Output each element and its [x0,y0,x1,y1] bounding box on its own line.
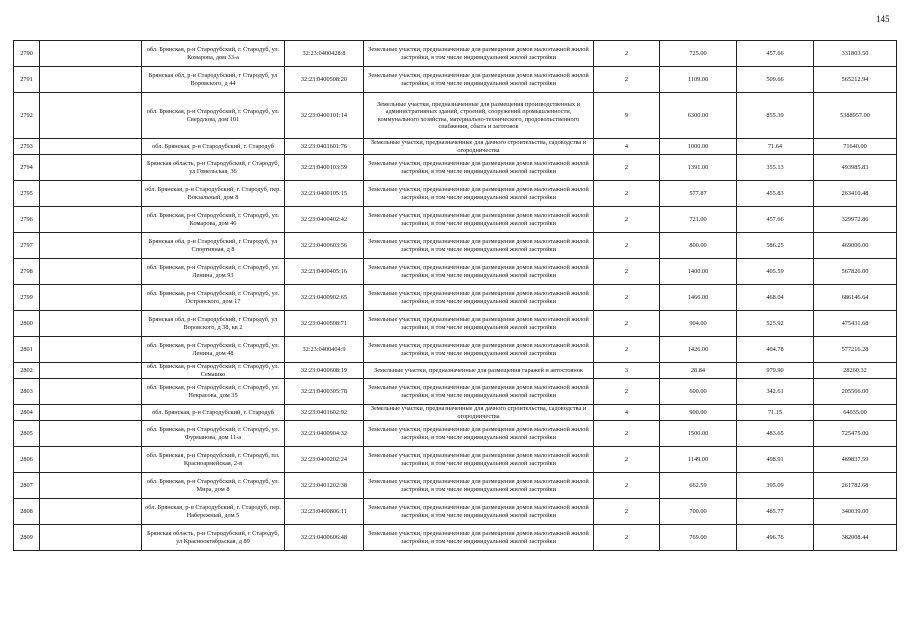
cadastral-value-cell: 475431.68 [814,311,897,337]
spacer-cell [40,259,142,285]
row-number-cell: 2806 [14,447,40,473]
land-use-cell: Земельные участки, предназначенные для размещения домов малоэтажной жилой застройки, в том числе индивидуальной жилой застройки [364,473,594,499]
spacer-cell [40,285,142,311]
land-use-cell: Земельные участки, предназначенные для размещения домов малоэтажной жилой застройки, в том числе индивидуальной жилой застройки [364,379,594,405]
area-cell: 1500.00 [660,421,737,447]
spacer-cell [40,447,142,473]
use-group-cell: 4 [594,139,660,155]
address-cell: обл. Брянская, р-н Стародубский, г. Стародуб, пер. Набережный, дом 5 [142,499,285,525]
cadastral-value-cell: 64035.00 [814,405,897,421]
spacer-cell [40,207,142,233]
specific-value-cell: 355.13 [737,155,814,181]
specific-value-cell: 455.83 [737,181,814,207]
address-cell: обл. Брянская, р-н Стародубский, г. Стародуб, ул. Ленина, дом 93 [142,259,285,285]
row-number-cell: 2790 [14,41,40,67]
area-cell: 1426.00 [660,337,737,363]
address-cell: Брянская область, р-н Стародубский, г Стародуб, ул Гомельская, 36 [142,155,285,181]
area-cell: 800.00 [660,233,737,259]
page-number: 145 [876,14,890,24]
address-cell: Брянская область, р-н Стародубский, г Стародуб, ул Краснооктябрьская, д 89 [142,525,285,551]
cadastral-value-cell: 725475.00 [814,421,897,447]
table-row [14,285,897,311]
cadastral-value-cell: 28260.32 [814,363,897,379]
cadastral-number-cell: 32:23:0400103:59 [285,155,364,181]
use-group-cell: 3 [594,363,660,379]
use-group-cell: 2 [594,155,660,181]
address-cell: обл. Брянская, р-н Стародубский, г. Стародуб, ул. Островского, дом 17 [142,285,285,311]
use-group-cell: 2 [594,379,660,405]
address-cell: обл. Брянская, р-н Стародубский, г. Стародуб [142,405,285,421]
land-use-cell: Земельные участки, предназначенные для размещения домов малоэтажной жилой застройки, в том числе индивидуальной жилой застройки [364,421,594,447]
row-number-cell: 2794 [14,155,40,181]
cadastral-number-cell: 32:23:0400105:15 [285,181,364,207]
table-body [14,41,897,551]
cadastral-value-cell: 263410.48 [814,181,897,207]
land-use-cell: Земельные участки, предназначенные для дачного строительства, садоводства и огородничества [364,139,594,155]
cadastral-value-cell: 329972.86 [814,207,897,233]
cadastral-number-cell: 32:23:0400428:8 [285,41,364,67]
land-use-cell: Земельные участки, предназначенные для размещения домов малоэтажной жилой застройки, в том числе индивидуальной жилой застройки [364,525,594,551]
specific-value-cell: 71.64 [737,139,814,155]
area-cell: 1466.00 [660,285,737,311]
use-group-cell: 2 [594,447,660,473]
land-use-cell: Земельные участки, предназначенные для размещения домов малоэтажной жилой застройки, в том числе индивидуальной жилой застройки [364,207,594,233]
spacer-cell [40,181,142,207]
cadastral-value-cell: 205566.00 [814,379,897,405]
row-number-cell: 2799 [14,285,40,311]
specific-value-cell: 485.77 [737,499,814,525]
address-cell: обл. Брянская, р-н Стародубский, г. Стародуб, ул. Мира, дом 8 [142,473,285,499]
spacer-cell [40,379,142,405]
spacer-cell [40,363,142,379]
address-cell: Брянская обл, р-н Стародубский, г Стародуб, ул Спортивная, д 8 [142,233,285,259]
specific-value-cell: 483.65 [737,421,814,447]
use-group-cell: 2 [594,67,660,93]
specific-value-cell: 404.78 [737,337,814,363]
address-cell: Брянская обл, р-н Стародубский, г Стародуб, ул Воровского, д 38, кв 2 [142,311,285,337]
row-number-cell: 2796 [14,207,40,233]
row-number-cell: 2797 [14,233,40,259]
specific-value-cell: 586.25 [737,233,814,259]
row-number-cell: 2809 [14,525,40,551]
spacer-cell [40,233,142,259]
use-group-cell: 2 [594,311,660,337]
row-number-cell: 2801 [14,337,40,363]
area-cell: 700.00 [660,499,737,525]
table-row [14,447,897,473]
cadastral-number-cell: 32:23:0401202:38 [285,473,364,499]
cadastral-number-cell: 32:23:0400405:16 [285,259,364,285]
use-group-cell: 2 [594,421,660,447]
land-use-cell: Земельные участки, предназначенные для размещения гаражей и автостоянок [364,363,594,379]
cadastral-value-cell: 340039.00 [814,499,897,525]
table-row [14,499,897,525]
use-group-cell: 2 [594,285,660,311]
specific-value-cell: 457.66 [737,41,814,67]
cadastral-value-cell: 469000.00 [814,233,897,259]
row-number-cell: 2798 [14,259,40,285]
address-cell: обл. Брянская, р-н Стародубский, г. Стародуб [142,139,285,155]
address-cell: обл. Брянская, р-н Стародубский, г. Стародуб, пл. Красноармейская, 2-в [142,447,285,473]
area-cell: 1149.00 [660,447,737,473]
use-group-cell: 2 [594,207,660,233]
use-group-cell: 2 [594,337,660,363]
row-number-cell: 2793 [14,139,40,155]
use-group-cell: 2 [594,233,660,259]
specific-value-cell: 979.90 [737,363,814,379]
cadastral-number-cell: 32:23:0400508:20 [285,67,364,93]
land-use-cell: Земельные участки, предназначенные для размещения домов малоэтажной жилой застройки, в том числе индивидуальной жилой застройки [364,155,594,181]
table-row [14,363,897,379]
spacer-cell [40,473,142,499]
cadastral-number-cell: 32:23:0400904:32 [285,421,364,447]
land-use-cell: Земельные участки, предназначенные для размещения домов малоэтажной жилой застройки, в том числе индивидуальной жилой застройки [364,337,594,363]
area-cell: 721.00 [660,207,737,233]
row-number-cell: 2804 [14,405,40,421]
spacer-cell [40,155,142,181]
area-cell: 904.00 [660,311,737,337]
specific-value-cell: 468.04 [737,285,814,311]
area-cell: 662.59 [660,473,737,499]
specific-value-cell: 71.15 [737,405,814,421]
land-use-cell: Земельные участки, предназначенные для размещения домов малоэтажной жилой застройки, в том числе индивидуальной жилой застройки [364,499,594,525]
cadastral-value-cell: 5388957.00 [814,93,897,139]
cadastral-value-cell: 382008.44 [814,525,897,551]
row-number-cell: 2807 [14,473,40,499]
cadastral-value-cell: 469837.59 [814,447,897,473]
cadastral-number-cell: 32:23:0400902:65 [285,285,364,311]
address-cell: Брянская обл, р-н Стародубский, г Стародуб, ул Воровского, д 44 [142,67,285,93]
use-group-cell: 2 [594,41,660,67]
spacer-cell [40,421,142,447]
land-use-cell: Земельные участки, предназначенные для размещения домов малоэтажной жилой застройки, в том числе индивидуальной жилой застройки [364,233,594,259]
specific-value-cell: 509.66 [737,67,814,93]
cadastral-value-cell: 261782.68 [814,473,897,499]
cadastral-value-table [13,40,897,551]
table-row [14,259,897,285]
table-row [14,67,897,93]
cadastral-value-cell: 577216.28 [814,337,897,363]
land-use-cell: Земельные участки, предназначенные для размещения домов малоэтажной жилой застройки, в том числе индивидуальной жилой застройки [364,447,594,473]
specific-value-cell: 408.91 [737,447,814,473]
cadastral-value-cell: 331803.50 [814,41,897,67]
land-use-cell: Земельные участки, предназначенные для размещения домов малоэтажной жилой застройки, в том числе индивидуальной жилой застройки [364,259,594,285]
spacer-cell [40,93,142,139]
area-cell: 6300.00 [660,93,737,139]
address-cell: обл. Брянская, р-н Стародубский, г. Стародуб, ул. Комарова, дом 46 [142,207,285,233]
cadastral-number-cell: 32:23:0400806:11 [285,499,364,525]
cadastral-number-cell: 32:23:0400608:19 [285,363,364,379]
row-number-cell: 2795 [14,181,40,207]
cadastral-number-cell: 32:23:0400508:71 [285,311,364,337]
address-cell: обл. Брянская, р-н Стародубский, г. Стародуб, ул. Комарова, дом 33-а [142,41,285,67]
row-number-cell: 2808 [14,499,40,525]
cadastral-number-cell: 32:23:0400202:24 [285,447,364,473]
cadastral-number-cell: 32:23:0400603:56 [285,233,364,259]
table-row [14,139,897,155]
table-row [14,473,897,499]
specific-value-cell: 855.39 [737,93,814,139]
use-group-cell: 4 [594,405,660,421]
table-row [14,41,897,67]
table-row [14,379,897,405]
use-group-cell: 2 [594,259,660,285]
area-cell: 1109.00 [660,67,737,93]
table-row [14,233,897,259]
land-use-cell: Земельные участки, предназначенные для размещения домов малоэтажной жилой застройки, в том числе индивидуальной жилой застройки [364,41,594,67]
spacer-cell [40,525,142,551]
specific-value-cell: 525.92 [737,311,814,337]
spacer-cell [40,139,142,155]
row-number-cell: 2802 [14,363,40,379]
cadastral-number-cell: 32:23:0400305:78 [285,379,364,405]
specific-value-cell: 342.61 [737,379,814,405]
table-row [14,421,897,447]
land-use-cell: Земельные участки, предназначенные для размещения домов малоэтажной жилой застройки, в том числе индивидуальной жилой застройки [364,67,594,93]
area-cell: 1391.00 [660,155,737,181]
use-group-cell: 9 [594,93,660,139]
spacer-cell [40,41,142,67]
address-cell: обл. Брянская, р-н Стародубский, г. Стародуб, пер. Вокзальный, дом 8 [142,181,285,207]
spacer-cell [40,337,142,363]
address-cell: обл. Брянская, р-н Стародубский, г. Стародуб, ул. Свердлова, дом 101 [142,93,285,139]
row-number-cell: 2803 [14,379,40,405]
row-number-cell: 2792 [14,93,40,139]
cadastral-number-cell: 32:23:0400606:48 [285,525,364,551]
address-cell: обл. Брянская, р-н Стародубский, г. Стародуб, ул. Ленина, дом 48 [142,337,285,363]
address-cell: обл. Брянская, р-н Стародубский, г. Стародуб, ул. Некрасова, дом 35 [142,379,285,405]
cadastral-value-cell: 565212.94 [814,67,897,93]
cadastral-value-cell: 493985.83 [814,155,897,181]
use-group-cell: 2 [594,473,660,499]
specific-value-cell: 457.66 [737,207,814,233]
table-row [14,155,897,181]
cadastral-value-cell: 567826.00 [814,259,897,285]
table-row [14,337,897,363]
specific-value-cell: 395.09 [737,473,814,499]
area-cell: 577.87 [660,181,737,207]
land-use-cell: Земельные участки, предназначенные для размещения домов малоэтажной жилой застройки, в том числе индивидуальной жилой застройки [364,181,594,207]
table-row [14,311,897,337]
cadastral-number-cell: 32:23:0400404:9 [285,337,364,363]
table-row [14,93,897,139]
use-group-cell: 2 [594,499,660,525]
area-cell: 725.00 [660,41,737,67]
row-number-cell: 2800 [14,311,40,337]
specific-value-cell: 405.59 [737,259,814,285]
area-cell: 1000.00 [660,139,737,155]
table-row [14,525,897,551]
area-cell: 1400.00 [660,259,737,285]
area-cell: 28.84 [660,363,737,379]
land-use-cell: Земельные участки, предназначенные для размещения производственных и административных зданий, строений, сооружений промышленности, коммунального хозяйства, материально-технического, продовольственного снабжения, сбыта и заготовок [364,93,594,139]
land-use-cell: Земельные участки, предназначенные для размещения домов малоэтажной жилой застройки, в том числе индивидуальной жилой застройки [364,311,594,337]
cadastral-value-cell: 71640.00 [814,139,897,155]
cadastral-number-cell: 32:23:0401601:76 [285,139,364,155]
address-cell: обл. Брянская, р-н Стародубский, г. Стародуб, ул. Фурманова, дом 11-а [142,421,285,447]
table-row [14,207,897,233]
use-group-cell: 2 [594,181,660,207]
cadastral-number-cell: 32:23:0401602:92 [285,405,364,421]
area-cell: 900.00 [660,405,737,421]
spacer-cell [40,67,142,93]
address-cell: обл. Брянская, р-н Стародубский, г. Стародуб, ул. Семашко [142,363,285,379]
area-cell: 600.00 [660,379,737,405]
land-use-cell: Земельные участки, предназначенные для дачного строительства, садоводства и огородничества [364,405,594,421]
cadastral-value-cell: 686146.64 [814,285,897,311]
cadastral-number-cell: 32:23:0400101:14 [285,93,364,139]
row-number-cell: 2805 [14,421,40,447]
cadastral-number-cell: 32:23:0400402:42 [285,207,364,233]
table-row [14,405,897,421]
spacer-cell [40,499,142,525]
row-number-cell: 2791 [14,67,40,93]
spacer-cell [40,311,142,337]
specific-value-cell: 496.76 [737,525,814,551]
table-row [14,181,897,207]
land-use-cell: Земельные участки, предназначенные для размещения домов малоэтажной жилой застройки, в том числе индивидуальной жилой застройки [364,285,594,311]
use-group-cell: 2 [594,525,660,551]
spacer-cell [40,405,142,421]
area-cell: 769.00 [660,525,737,551]
